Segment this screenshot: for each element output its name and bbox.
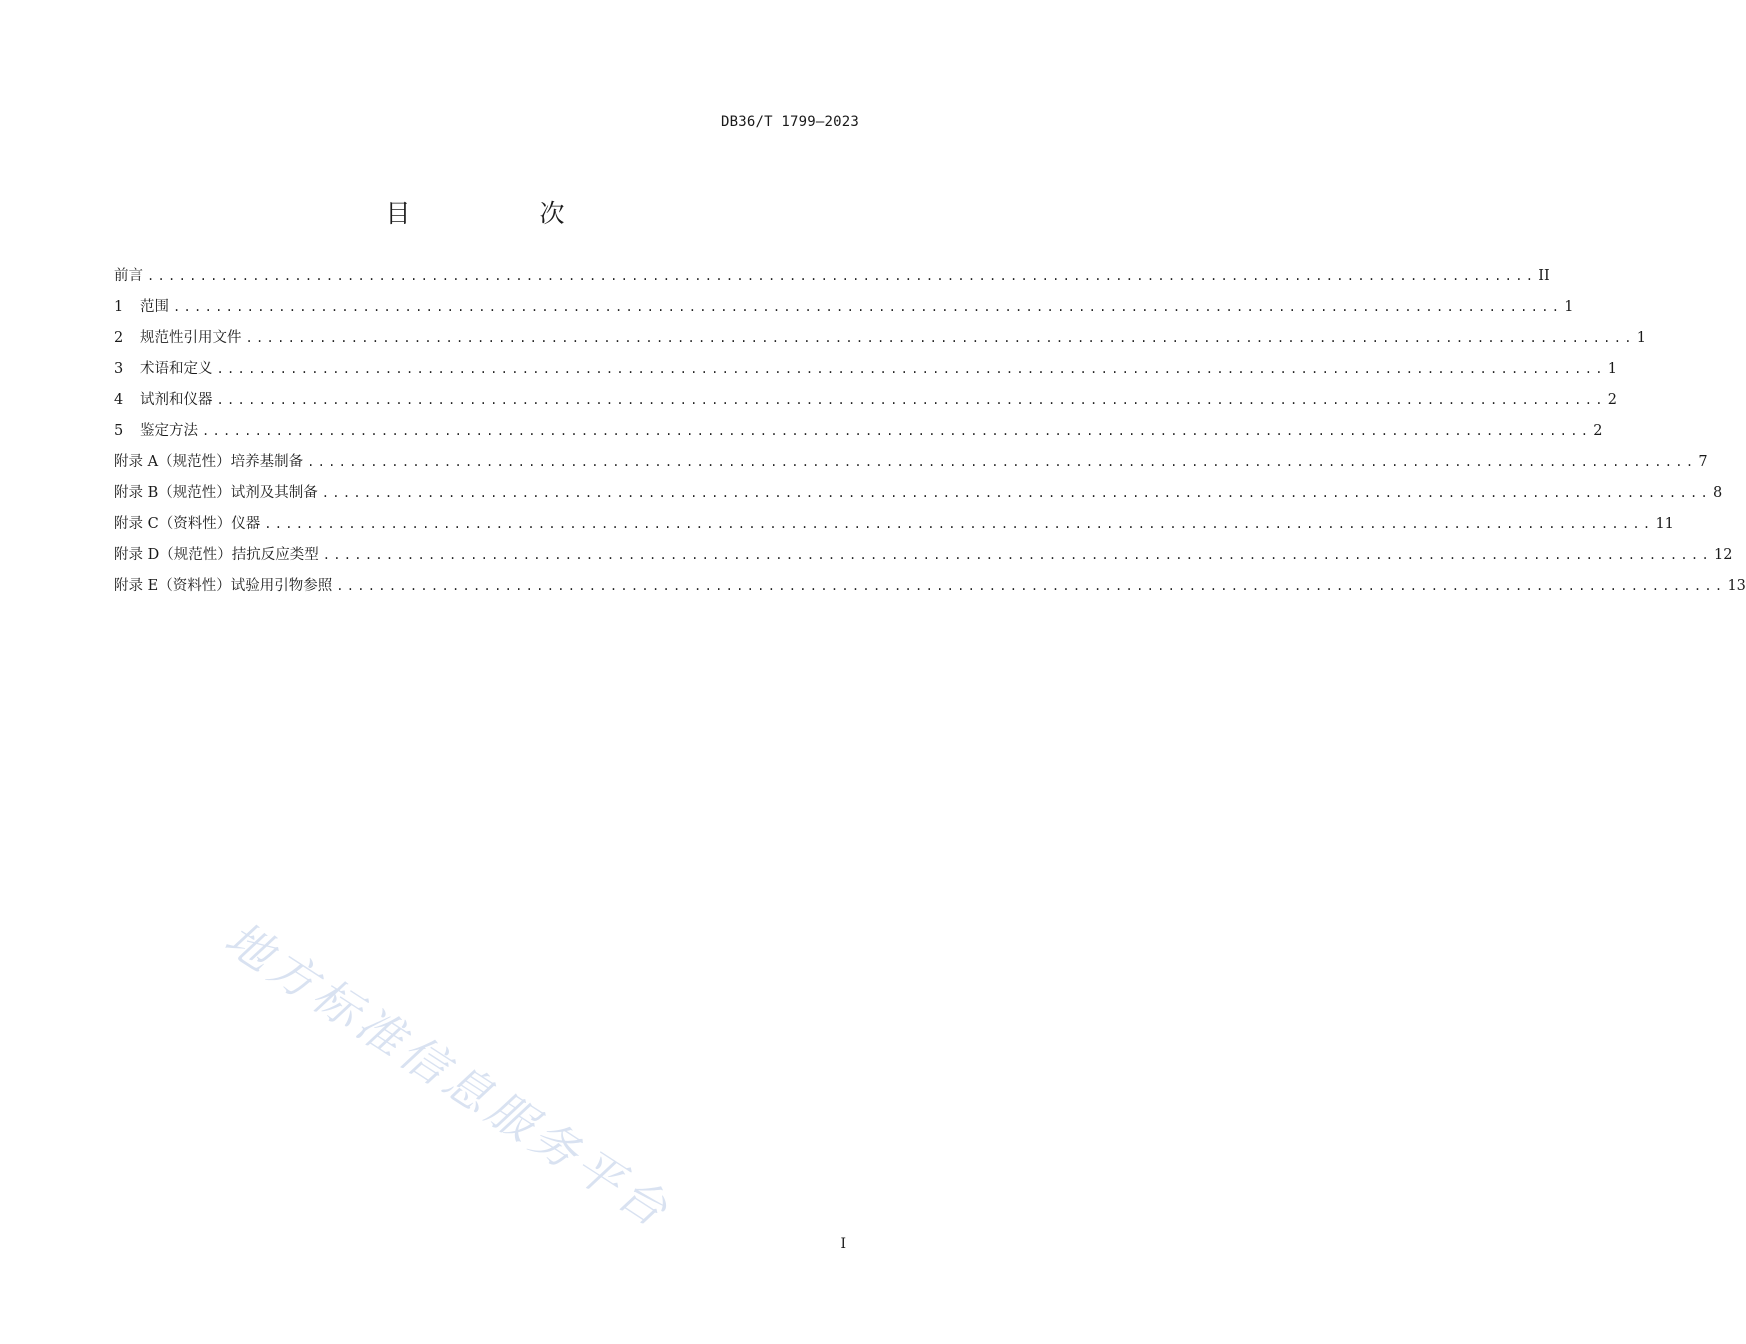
toc-entry-page: 11 xyxy=(1655,516,1674,532)
toc-entry-appendix-c[interactable] xyxy=(114,512,1674,543)
toc-entry-label: 附录 C（资料性）仪器 xyxy=(114,516,261,532)
toc-entry-foreword[interactable] xyxy=(114,264,1550,295)
toc-entry-appendix-a[interactable] xyxy=(114,450,1708,481)
toc-entry-page: 1 xyxy=(1564,299,1574,315)
toc-entry-4[interactable] xyxy=(114,388,1617,419)
toc-entry-page: 7 xyxy=(1698,454,1708,470)
toc-entry-label: 附录 A（规范性）培养基制备 xyxy=(114,454,304,470)
toc-entry-number: 3 xyxy=(114,361,124,377)
toc-entry-page: II xyxy=(1538,268,1550,284)
toc-entry-page: 8 xyxy=(1713,485,1723,501)
page-number: I xyxy=(840,1236,846,1252)
toc-entry-number: 2 xyxy=(114,330,124,346)
toc-entry-page: 2 xyxy=(1607,392,1617,408)
table-of-contents xyxy=(114,264,1746,605)
toc-entry-appendix-d[interactable] xyxy=(114,543,1733,574)
toc-leader-dots: .................................................................................................................................... xyxy=(216,362,1606,376)
toc-leader-dots: .................................................................................................................................... xyxy=(147,269,1537,283)
toc-leader-dots: .................................................................................................................................... xyxy=(307,455,1697,469)
page-title: 目 次 xyxy=(385,199,617,228)
watermark: 地方标准信息服务平台 xyxy=(215,910,682,1240)
toc-entry-label: 试剂和仪器 xyxy=(140,392,213,408)
toc-leader-dots: .................................................................................................................................... xyxy=(173,300,1563,314)
toc-entry-page: 1 xyxy=(1607,361,1617,377)
toc-entry-label: 前言 xyxy=(114,268,143,284)
toc-entry-label: 规范性引用文件 xyxy=(140,330,242,346)
toc-entry-page: 12 xyxy=(1713,547,1733,563)
toc-leader-dots: .................................................................................................................................... xyxy=(245,331,1635,345)
toc-entry-3[interactable] xyxy=(114,357,1617,388)
toc-leader-dots: .................................................................................................................................... xyxy=(322,548,1712,562)
toc-leader-dots: .................................................................................................................................... xyxy=(321,486,1712,500)
document-code: DB36/T 1799—2023 xyxy=(720,114,859,130)
toc-entry-1[interactable] xyxy=(114,295,1574,326)
toc-entry-page: 2 xyxy=(1593,423,1603,439)
toc-entry-label: 附录 B（规范性）试剂及其制备 xyxy=(114,485,318,501)
toc-entry-number: 4 xyxy=(114,392,124,408)
toc-entry-label: 范围 xyxy=(140,299,169,315)
toc-entry-label: 术语和定义 xyxy=(140,361,213,377)
toc-entry-number: 1 xyxy=(114,299,124,315)
toc-entry-2[interactable] xyxy=(114,326,1646,357)
toc-leader-dots: .................................................................................................................................... xyxy=(336,579,1726,593)
toc-leader-dots: .................................................................................................................................... xyxy=(264,517,1654,531)
toc-leader-dots: .................................................................................................................................... xyxy=(216,393,1606,407)
toc-entry-appendix-e[interactable] xyxy=(114,574,1746,605)
toc-entry-appendix-b[interactable] xyxy=(114,481,1723,512)
toc-entry-page: 13 xyxy=(1727,578,1746,594)
toc-entry-page: 1 xyxy=(1636,330,1646,346)
toc-entry-label: 鉴定方法 xyxy=(140,423,198,439)
toc-entry-5[interactable] xyxy=(114,419,1603,450)
toc-entry-number: 5 xyxy=(114,423,124,439)
toc-leader-dots: .................................................................................................................................... xyxy=(202,424,1592,438)
toc-entry-label: 附录 E（资料性）试验用引物参照 xyxy=(114,578,333,594)
toc-entry-label: 附录 D（规范性）拮抗反应类型 xyxy=(114,547,319,563)
